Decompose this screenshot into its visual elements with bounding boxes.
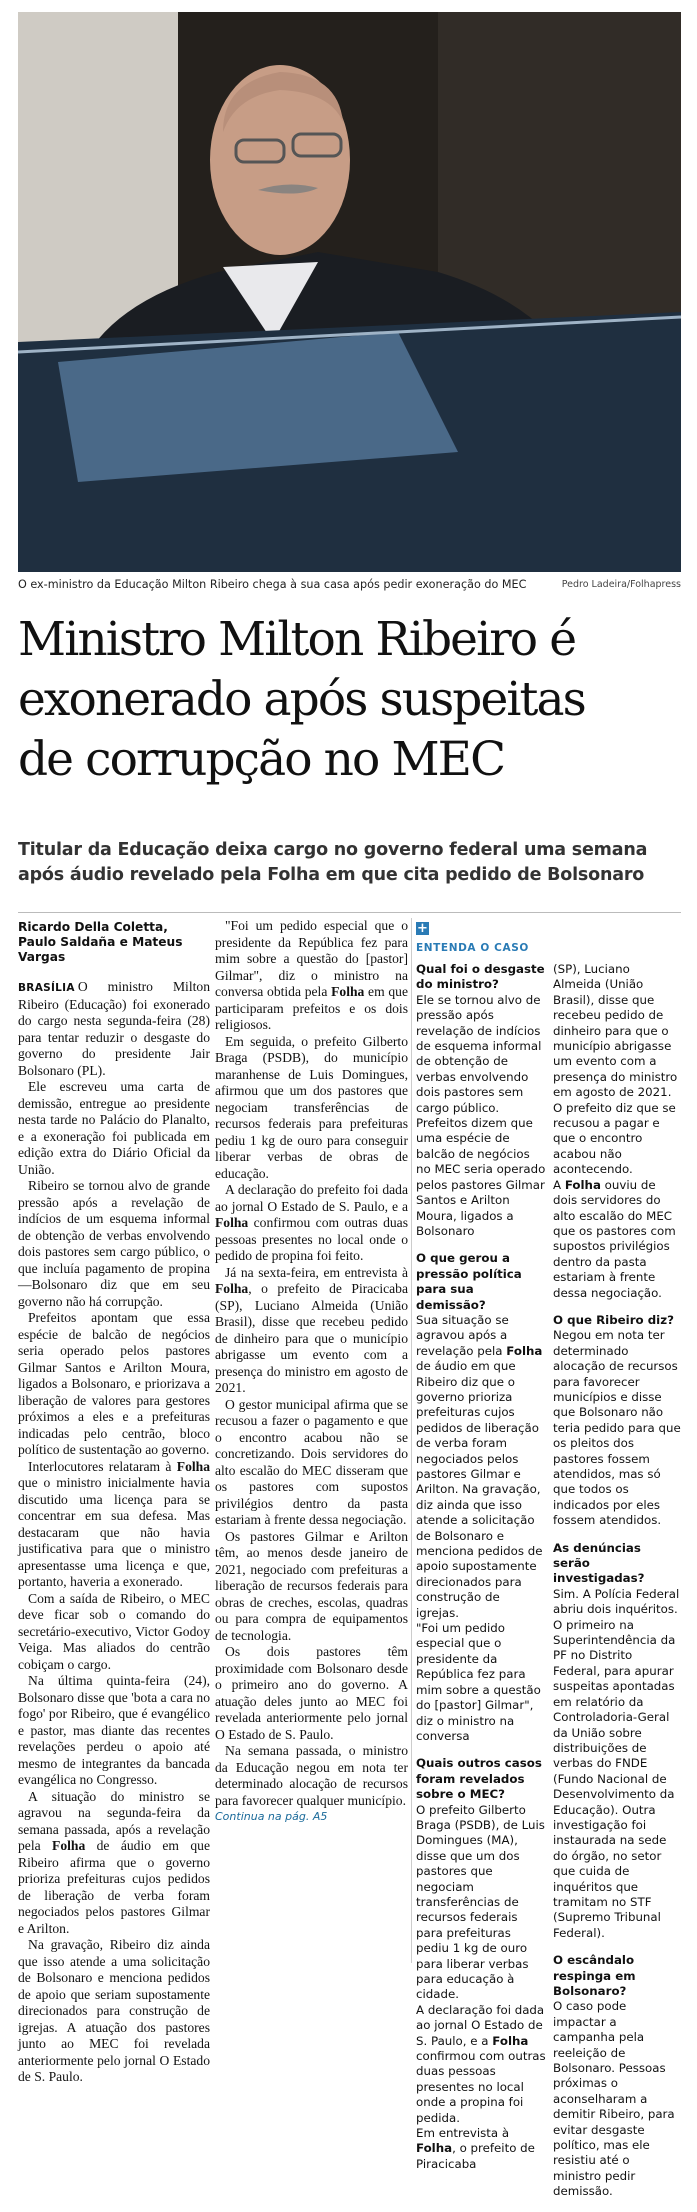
answer: O caso pode impactar a campanha pela reeleição de Bolsonaro. Pessoas próximas o aconselharam a demitir Ribeiro, para evitar desgaste político, mas ele resistiu até o ministro pedir demissão.	[553, 1999, 675, 2199]
paragraph: O gestor municipal afirma que se recusou a fazer o pagamento e que o encontro acabou não se concretizando. Dois servidores do alto escalão do MEC disseram que os pastores com supostos privilégios dentro da pasta estariam à frente dessa negociação.	[215, 1396, 408, 1527]
paragraph: Os dois pastores têm proximidade com Bolsonaro desde o primeiro ano do governo. A atuação deles junto ao MEC foi revelada anteriormente pelo jornal O Estado de S. Paulo.	[215, 1644, 408, 1742]
explainer-column-2	[553, 962, 681, 2212]
paragraph: Prefeitos apontam que essa espécie de balcão de negócios seria operado pelos pastores Gilmar Santos e Arilton Moura, ligados a Bolsonaro, e priorizava a liberação de valores para gestores próximos a eles e a prefeituras indicadas pelo centrão, bloco político de sustentação ao governo.	[18, 1310, 210, 1457]
caption-text: O ex-ministro da Educação Milton Ribeiro chega à sua casa após pedir exoneração do MEC	[18, 578, 527, 591]
paragraph: Os pastores Gilmar e Arilton têm, ao menos desde janeiro de 2021, negociado com prefeituras a liberação de recursos federais para obras de creches, escolas, quadras ou para compra de equipamentos de tecnologia.	[215, 1528, 408, 1643]
answer: "Foi um pedido especial que o presidente da República fez para mim sobre a questão do [pastor] Gilmar", diz o ministro na conversa	[416, 1621, 541, 1743]
paragraph: Interlocutores relataram à Folha que o ministro inicialmente havia discutido uma licença para se concentrar em sua defesa. Mas destacaram que não havia justificativa para que o ministro apresentasse uma licença e que, portanto, haveria a exonerado.	[18, 1458, 210, 1589]
paragraph: BRASÍLIA O ministro Milton Ribeiro (Educação) foi exonerado do cargo nesta segunda-feira (28) para tentar reduzir o desgaste do governo do presidente Jair Bolsonaro (PL).	[18, 979, 210, 1078]
paragraph: Em seguida, o prefeito Gilberto Braga (PSDB), do município maranhense de Luis Domingues, afirmou que um dos pastores que negociam transferências de recursos federais para prefeituras pediu 1 kg de ouro para conseguir liberar verbas de obras de educação.	[215, 1033, 408, 1181]
paragraph: Ele escreveu uma carta de demissão, entregue ao presidente nesta tarde no Palácio do Planalto, e a exoneração foi publicada em edição extra do Diário Oficial da União.	[18, 1079, 210, 1177]
photo-credit: Pedro Ladeira/Folhapress	[561, 579, 681, 590]
explainer-title: ENTENDA O CASO	[416, 942, 529, 954]
question: O que Ribeiro diz?	[553, 1312, 674, 1327]
paragraph: Na semana passada, o ministro da Educação negou em nota ter determinado alocação de recursos para favorecer qualquer município.	[215, 1743, 408, 1808]
subhead-line-2: após áudio revelado pela Folha em que cita pedido de Bolsonaro	[18, 865, 645, 885]
subhead-line-1: Titular da Educação deixa cargo no governo federal uma semana	[18, 840, 648, 860]
article-column-1	[18, 918, 210, 2086]
answer: Ele se tornou alvo de pressão após revelação de indícios de esquema informal de obtenção de verbas envolvendo dois pastores sem cargo público. Prefeitos dizem que uma espécie de balcão de negócios no MEC seria operado pelos pastores Gilmar Santos e Arilton Moura, ligados a Bolsonaro	[416, 992, 546, 1238]
continued-link[interactable]: Continua na pág. A5	[215, 1810, 328, 1823]
divider	[18, 912, 681, 913]
question: As denúncias serão investigadas?	[553, 1540, 645, 1586]
plus-icon: +	[417, 921, 428, 936]
question: Quais outros casos foram revelados sobre o MEC?	[416, 1756, 542, 1802]
answer: Sua situação se agravou após a revelação pela Folha de áudio em que Ribeiro diz que o governo prioriza prefeituras cujos pedidos de liberação de verba foram negociados pelos pastores Gilmar e Arilton. Na gravação, diz ainda que isso atende a solicitação de Bolsonaro e menciona pedidos de apoio supostamente direcionados para construção de igrejas.	[416, 1312, 543, 1620]
paragraph: A declaração do prefeito foi dada ao jornal O Estado de S. Paulo, e a Folha confirmou com outras duas pessoas presentes no local onde o pedido de propina foi feito.	[215, 1182, 408, 1263]
dateline: BRASÍLIA	[18, 982, 75, 994]
answer: Em entrevista à Folha, o prefeito de Piracicaba	[416, 2126, 535, 2171]
photo-illustration	[18, 12, 681, 572]
paragraph: Ribeiro se tornou alvo de grande pressão após a revelação de indícios de um esquema informal de obtenção de verbas envolvendo dois pastores sem cargo público, o que incluía pagamento de propina —Bolsonaro diz que em seu governo não há corrupção.	[18, 1178, 210, 1309]
answer: O prefeito Gilberto Braga (PSDB), de Luis Domingues (MA), disse que um dos pastores que negociam transferências de recursos federais para prefeituras pediu 1 kg de ouro para liberar verbas para educação à cidade.	[416, 1802, 545, 2002]
news-photo	[18, 12, 681, 572]
question: O que gerou a pressão política para sua demissão?	[416, 1251, 522, 1312]
headline	[18, 610, 683, 790]
paragraph: A situação do ministro se agravou na segunda-feira da semana passada, após a revelação pela Folha de áudio em que Ribeiro afirma que o governo prioriza prefeituras cujos pedidos de liberação de verba foram negociados pelos pastores Gilmar e Arilton.	[18, 1788, 210, 1936]
question: O escândalo respinga em Bolsonaro?	[553, 1953, 636, 1998]
explainer-box	[416, 918, 681, 2199]
answer: Negou em nota ter determinado alocação de recursos para favorecer municípios e disse que Bolsonaro não teria pedido para que os pleitos dos pastores fossem atendidos, mas só que todos os indicados por eles fossem atendidos.	[553, 1328, 681, 1528]
article-column-2	[215, 918, 408, 1826]
answer: (SP), Luciano Almeida (União Brasil), disse que recebeu pedido de dinheiro para que o município abrigasse um evento com a presença do ministro em agosto de 2021.	[553, 962, 678, 1100]
headline-line-1: Ministro Milton Ribeiro é	[18, 612, 576, 667]
byline: Ricardo Della Coletta, Paulo Saldaña e Mateus Vargas	[18, 920, 183, 964]
paragraph: "Foi um pedido especial que o presidente da República fez para mim sobre a questão do [pastor] Gilmar", diz o ministro na conversa obtida pela Folha em que participaram prefeitos e os dois religiosos.	[215, 918, 408, 1032]
answer: A Folha ouviu de dois servidores do alto escalão do MEC que os pastores com supostos privilégios dentro da pasta estariam à frente dessa negociação.	[553, 1177, 676, 1300]
headline-line-3: de corrupção no MEC	[18, 732, 505, 787]
answer: A declaração foi dada ao jornal O Estado de S. Paulo, e a Folha confirmou com outras duas pessoas presentes no local onde a propina foi pedida.	[416, 2002, 546, 2125]
headline-line-2: exonerado após suspeitas	[18, 672, 585, 727]
paragraph: Com a saída de Ribeiro, o MEC deve ficar sob o comando do secretário-executivo, Victor Godoy Veiga. Mas aliados do centrão cobiçam o cargo.	[18, 1590, 210, 1672]
subheadline	[18, 838, 683, 888]
answer: O prefeito diz que se recusou a pagar e que o encontro acabou não acontecendo.	[553, 1100, 676, 1177]
column-divider	[411, 918, 412, 1963]
photo-caption	[18, 578, 681, 596]
paragraph: Na última quinta-feira (24), Bolsonaro disse que 'bota a cara no fogo' por Ribeiro, que é evangélico e pastor, mas diante das recentes revelações perdeu o apoio até mesmo de integrantes da bancada evangélica no Congresso.	[18, 1673, 210, 1787]
answer: Sim. A Polícia Federal abriu dois inquéritos. O primeiro na Superintendência da PF no Distrito Federal, para apurar suspeitas apontadas em relatório da Controladoria-Geral da União sobre distribuições de verbas do FNDE (Fundo Nacional de Desenvolvimento da Educação). Outra investigação foi instaurada na sede do órgão, no setor que cuida de inquéritos que tramitam no STF (Supremo Tribunal Federal).	[553, 1586, 680, 1940]
explainer-column-1	[416, 962, 546, 2172]
paragraph: Na gravação, Ribeiro diz ainda que isso atende a uma solicitação de Bolsonaro e menciona pedidos de apoio que seriam supostamente direcionados para construção de igrejas. A atuação dos pastores junto ao MEC foi revelada anteriormente pelo jornal O Estado de S. Paulo.	[18, 1937, 210, 2084]
paragraph: Já na sexta-feira, em entrevista à Folha, o prefeito de Piracicaba (SP), Luciano Almeida (União Brasil), disse que recebeu pedido de dinheiro para que o município abrigasse um evento com a presença do ministro em agosto de 2021.	[215, 1264, 408, 1395]
question: Qual foi o desgaste do ministro?	[416, 962, 545, 992]
